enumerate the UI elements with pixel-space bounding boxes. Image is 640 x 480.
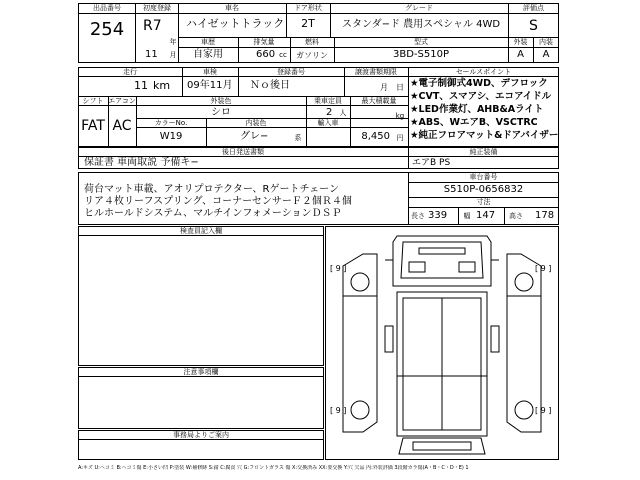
grade-label: グレード: [405, 4, 433, 12]
mileage-label: 走行: [123, 68, 137, 76]
chassis-number: S510P-0656832: [443, 184, 524, 195]
displacement: 660: [256, 49, 276, 60]
height: 178: [535, 210, 555, 221]
car-name-label: 車名: [225, 4, 239, 12]
exterior-grade-label: 外装: [513, 38, 528, 46]
interior-color: グレ−: [240, 131, 269, 142]
standard-equipment: エアB PS: [412, 158, 451, 168]
lot-number-label: 出品番号: [93, 4, 121, 12]
damage-legend: A:キズ U:ヘコミ B:ヘコミ傷 E:小さい凹 P:塗装 W:補修跡 S:錆 C:腐食 穴 G:フロントガラス 傷 X:交換済み XX:要交換 Y:穴 欠品 内:外装評価 3段階カラ傷(A・B・C・D・E) 1: [78, 465, 469, 471]
mileage-unit: km: [153, 79, 171, 92]
mileage: 11: [134, 79, 148, 92]
fuel-label: 燃料: [305, 38, 319, 46]
transfer-docs-label: 譲渡書類期限: [355, 68, 397, 76]
door-type-label: ドア形状: [294, 4, 322, 12]
max-load-label: 最大積載量: [361, 97, 397, 105]
width-label: 幅: [463, 212, 471, 220]
grade: スタンダ−ド 農用スペシャル 4WD: [342, 19, 501, 30]
height-label: 高さ: [509, 212, 523, 220]
model-code-label: 型式: [414, 38, 428, 46]
exterior-color-label: 外装色: [210, 97, 232, 105]
diagram-code-right-top: [ 9 ]: [535, 264, 552, 273]
sales-point: ★ABS、WエアB、VSCTRC: [410, 117, 538, 128]
color-number: W19: [159, 131, 183, 142]
car-name: ハイゼットトラック: [186, 17, 285, 30]
inspector-notes-box: [78, 226, 324, 366]
note-line: リア４枚リーフスプリング、コーナーセンサーＦ２個Ｒ４個: [84, 196, 352, 207]
inspector-notes-label: 検査員記入欄: [180, 227, 222, 235]
standard-equipment-label: 純正装備: [469, 148, 498, 156]
usage-label: 車歴: [201, 38, 215, 46]
registration-year: R7: [143, 18, 162, 34]
capacity-label: 乗車定員: [314, 97, 342, 105]
door-type: 2T: [301, 17, 315, 30]
office-notice-label: 事務局よりご案内: [173, 431, 229, 439]
displacement-unit: cc: [279, 51, 287, 59]
inspection-label: 車検: [203, 68, 217, 76]
note-line: 荷台マット車載、アオリプロテクター、Rゲートチェーン: [84, 184, 339, 195]
later-documents: 保証書 車両取説 予備キ−: [84, 157, 199, 168]
length-label: 長さ: [411, 212, 425, 220]
sales-point: ★CVT、スマアシ、エコアイドル: [410, 91, 552, 102]
interior-grade: A: [542, 49, 550, 60]
inspection-date: 09年11月: [187, 80, 233, 91]
usage: 自家用: [193, 49, 223, 60]
chassis-number-label: 車台番号: [469, 173, 498, 181]
aircon: AC: [112, 118, 132, 134]
diagram-code-left-top: [ 9 ]: [330, 264, 347, 273]
sales-point: ★LED作業灯、AHB&Aライト: [410, 104, 544, 115]
exterior-color: シロ: [211, 107, 231, 118]
displacement-label: 排気量: [253, 38, 275, 46]
overall-score: S: [529, 18, 538, 34]
length: 339: [428, 210, 448, 221]
shift: FAT: [81, 118, 105, 134]
import-label: 輸入車: [317, 119, 339, 127]
shift-label: シフト: [82, 97, 104, 105]
lot-number: 254: [89, 19, 125, 40]
color-number-label: カラーNo.: [154, 119, 188, 127]
plate-number: Ｎｏ後日: [250, 80, 290, 91]
transfer-docs-date: 月 日: [380, 83, 404, 92]
registration-year-suffix: 年: [169, 38, 177, 46]
score-label: 評価点: [523, 4, 544, 12]
exterior-grade: A: [517, 49, 524, 60]
capacity-unit: 人: [339, 109, 347, 117]
interior-color-suffix: 系: [294, 134, 302, 142]
interior-color-label: 内装色: [245, 119, 267, 127]
truck-damage-diagram: [325, 226, 559, 460]
width: 147: [476, 210, 496, 221]
interior-grade-label: 内装: [539, 38, 553, 46]
sales-point: ★電子制御式4WD、デフロック: [410, 78, 548, 89]
vehicle-weight: 8,450: [361, 131, 390, 142]
model-code: 3BD-S510P: [393, 49, 449, 60]
vehicle-weight-unit: 円: [396, 134, 404, 142]
caution-notes-label: 注意事項欄: [183, 368, 219, 376]
note-line: ヒルホールドシステム、マルチインフォメーションＤＳＰ: [84, 208, 342, 219]
fuel: ガソリン: [296, 51, 328, 60]
capacity: 2: [326, 107, 333, 118]
later-documents-label: 後日発送書類: [222, 148, 264, 156]
sales-points-label: セールスポイント: [455, 68, 512, 76]
first-registration-label: 初度登録: [143, 4, 171, 12]
diagram-code-left-bottom: [ 9 ]: [330, 406, 347, 415]
aircon-label: エアコン: [108, 97, 136, 105]
max-load-unit: kg: [395, 112, 405, 120]
registration-month: 11: [145, 49, 158, 60]
registration-month-suffix: 月: [169, 51, 177, 59]
sales-point: ★純正フロアマット&ドアバイザー: [410, 130, 559, 141]
dimensions-label: 寸法: [476, 198, 491, 206]
plate-number-label: 登録番号: [277, 68, 305, 76]
diagram-code-right-bottom: [ 9 ]: [535, 406, 552, 415]
